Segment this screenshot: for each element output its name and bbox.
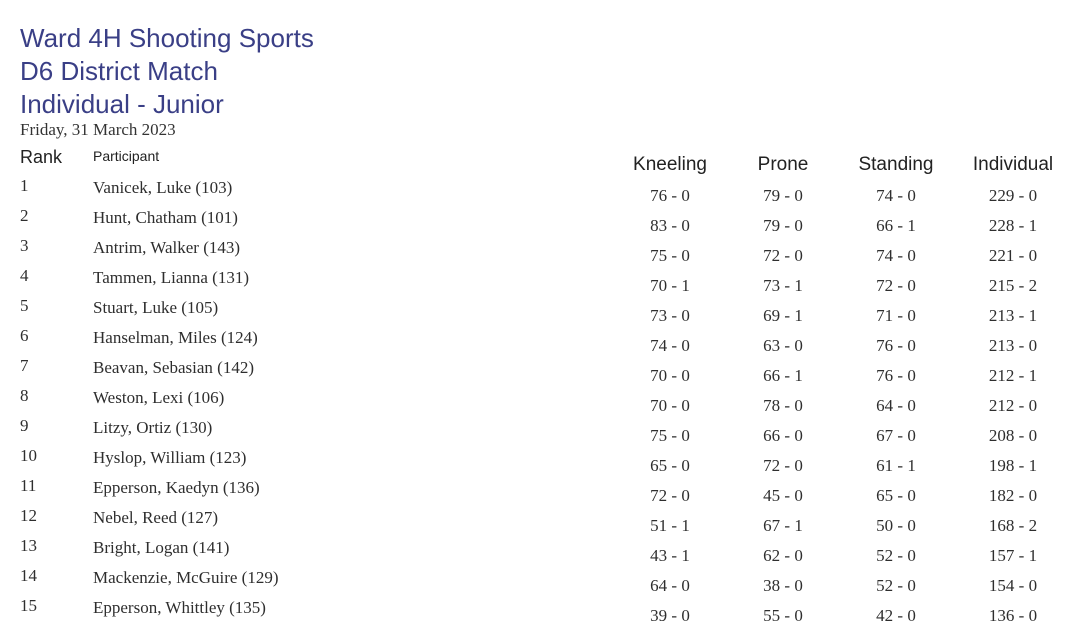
kneeling-score-cell: 70 - 1: [650, 276, 690, 295]
standing-score-cell: 76 - 0: [876, 336, 916, 355]
kneeling-score-cell: 70 - 0: [650, 396, 690, 415]
participant-cell: Stuart, Luke (105): [93, 298, 219, 317]
individual-score-cell: 229 - 0: [988, 186, 1038, 205]
individual-score-cell: 182 - 0: [988, 486, 1038, 505]
division-title: Individual - Junior: [20, 89, 224, 119]
standing-score-cell: 50 - 0: [876, 516, 916, 535]
table-row: [0, 475, 1081, 505]
participant-cell: Weston, Lexi (106): [93, 388, 225, 407]
standing-score-cell: 71 - 0: [876, 306, 916, 325]
rank-cell: 3: [20, 236, 29, 255]
rank-cell: 8: [20, 386, 29, 405]
rank-cell: 4: [20, 266, 29, 285]
match-date: Friday, 31 March 2023: [20, 120, 176, 139]
standing-score-cell: 66 - 1: [876, 216, 916, 235]
rank-cell: 7: [20, 356, 29, 375]
participant-cell: Litzy, Ortiz (130): [93, 418, 213, 437]
individual-score-cell: 168 - 2: [988, 516, 1038, 535]
table-row: [0, 535, 1081, 565]
standing-score-cell: 74 - 0: [876, 186, 916, 205]
match-title: D6 District Match: [20, 56, 218, 86]
kneeling-score-cell: 75 - 0: [650, 246, 690, 265]
kneeling-score-cell: 73 - 0: [650, 306, 690, 325]
prone-score-cell: 79 - 0: [763, 216, 803, 235]
prone-score-cell: 73 - 1: [763, 276, 803, 295]
column-header-individual: Individual: [972, 154, 1054, 175]
participant-cell: Bright, Logan (141): [93, 538, 230, 557]
table-row: [0, 175, 1081, 205]
rank-cell: 1: [20, 176, 29, 195]
standing-score-cell: 64 - 0: [876, 396, 916, 415]
column-header-standing: Standing: [858, 154, 934, 175]
participant-cell: Beavan, Sebasian (142): [93, 358, 254, 377]
rank-cell: 10: [20, 446, 37, 465]
participant-cell: Vanicek, Luke (103): [93, 178, 233, 197]
rank-cell: 15: [20, 596, 37, 615]
individual-score-cell: 215 - 2: [988, 276, 1038, 295]
individual-score-cell: 212 - 1: [988, 366, 1038, 385]
prone-score-cell: 67 - 1: [763, 516, 803, 535]
table-row: [0, 415, 1081, 445]
table-row: [0, 205, 1081, 235]
prone-score-cell: 63 - 0: [763, 336, 803, 355]
standing-score-cell: 72 - 0: [876, 276, 916, 295]
rank-cell: 5: [20, 296, 29, 315]
rank-cell: 2: [20, 206, 29, 225]
table-row: [0, 445, 1081, 475]
standing-score-cell: 42 - 0: [876, 606, 916, 625]
individual-score-cell: 136 - 0: [988, 606, 1038, 625]
individual-score-cell: 208 - 0: [988, 426, 1038, 445]
standing-score-cell: 61 - 1: [876, 456, 916, 475]
column-header-kneeling: Kneeling: [633, 154, 707, 175]
prone-score-cell: 66 - 1: [763, 366, 803, 385]
prone-score-cell: 66 - 0: [763, 426, 803, 445]
table-row: [0, 325, 1081, 355]
individual-score-cell: 154 - 0: [988, 576, 1038, 595]
table-row: [0, 235, 1081, 265]
prone-score-cell: 62 - 0: [763, 546, 803, 565]
individual-score-cell: 212 - 0: [988, 396, 1038, 415]
participant-cell: Epperson, Whittley (135): [93, 598, 266, 617]
individual-score-cell: 228 - 1: [988, 216, 1038, 235]
table-row: [0, 595, 1081, 625]
rank-cell: 9: [20, 416, 29, 435]
table-row: [0, 565, 1081, 595]
report-title: Ward 4H Shooting Sports: [20, 23, 314, 53]
kneeling-score-cell: 70 - 0: [650, 366, 690, 385]
rank-cell: 6: [20, 326, 29, 345]
participant-cell: Hyslop, William (123): [93, 448, 247, 467]
prone-score-cell: 72 - 0: [763, 456, 803, 475]
prone-score-cell: 38 - 0: [763, 576, 803, 595]
kneeling-score-cell: 83 - 0: [650, 216, 690, 235]
prone-score-cell: 69 - 1: [763, 306, 803, 325]
prone-score-cell: 45 - 0: [763, 486, 803, 505]
participant-cell: Tammen, Lianna (131): [93, 268, 250, 287]
table-row: [0, 355, 1081, 385]
table-row: [0, 505, 1081, 535]
column-header-prone: Prone: [757, 154, 809, 175]
results-table: [0, 175, 1081, 625]
prone-score-cell: 79 - 0: [763, 186, 803, 205]
kneeling-score-cell: 76 - 0: [650, 186, 690, 205]
prone-score-cell: 72 - 0: [763, 246, 803, 265]
standing-score-cell: 65 - 0: [876, 486, 916, 505]
prone-score-cell: 78 - 0: [763, 396, 803, 415]
individual-score-cell: 198 - 1: [988, 456, 1038, 475]
individual-score-cell: 213 - 0: [988, 336, 1038, 355]
individual-score-cell: 213 - 1: [988, 306, 1038, 325]
participant-cell: Hunt, Chatham (101): [93, 208, 238, 227]
participant-cell: Nebel, Reed (127): [93, 508, 219, 527]
table-row: [0, 295, 1081, 325]
standing-score-cell: 76 - 0: [876, 366, 916, 385]
kneeling-score-cell: 64 - 0: [650, 576, 690, 595]
kneeling-score-cell: 75 - 0: [650, 426, 690, 445]
participant-cell: Epperson, Kaedyn (136): [93, 478, 260, 497]
participant-cell: Antrim, Walker (143): [93, 238, 241, 257]
kneeling-score-cell: 72 - 0: [650, 486, 690, 505]
kneeling-score-cell: 74 - 0: [650, 336, 690, 355]
standing-score-cell: 67 - 0: [876, 426, 916, 445]
standing-score-cell: 52 - 0: [876, 576, 916, 595]
rank-cell: 11: [20, 476, 37, 495]
kneeling-score-cell: 65 - 0: [650, 456, 690, 475]
prone-score-cell: 55 - 0: [763, 606, 803, 625]
participant-cell: Mackenzie, McGuire (129): [93, 568, 279, 587]
standing-score-cell: 52 - 0: [876, 546, 916, 565]
table-row: [0, 265, 1081, 295]
rank-cell: 12: [20, 506, 37, 525]
kneeling-score-cell: 51 - 1: [650, 516, 690, 535]
individual-score-cell: 157 - 1: [988, 546, 1038, 565]
column-header-rank: Rank: [20, 147, 63, 167]
kneeling-score-cell: 43 - 1: [650, 546, 690, 565]
kneeling-score-cell: 39 - 0: [650, 606, 690, 625]
table-row: [0, 385, 1081, 415]
individual-score-cell: 221 - 0: [988, 246, 1038, 265]
rank-cell: 13: [20, 536, 37, 555]
standing-score-cell: 74 - 0: [876, 246, 916, 265]
column-header-participant: Participant: [93, 148, 160, 164]
participant-cell: Hanselman, Miles (124): [93, 328, 258, 347]
rank-cell: 14: [20, 566, 37, 585]
